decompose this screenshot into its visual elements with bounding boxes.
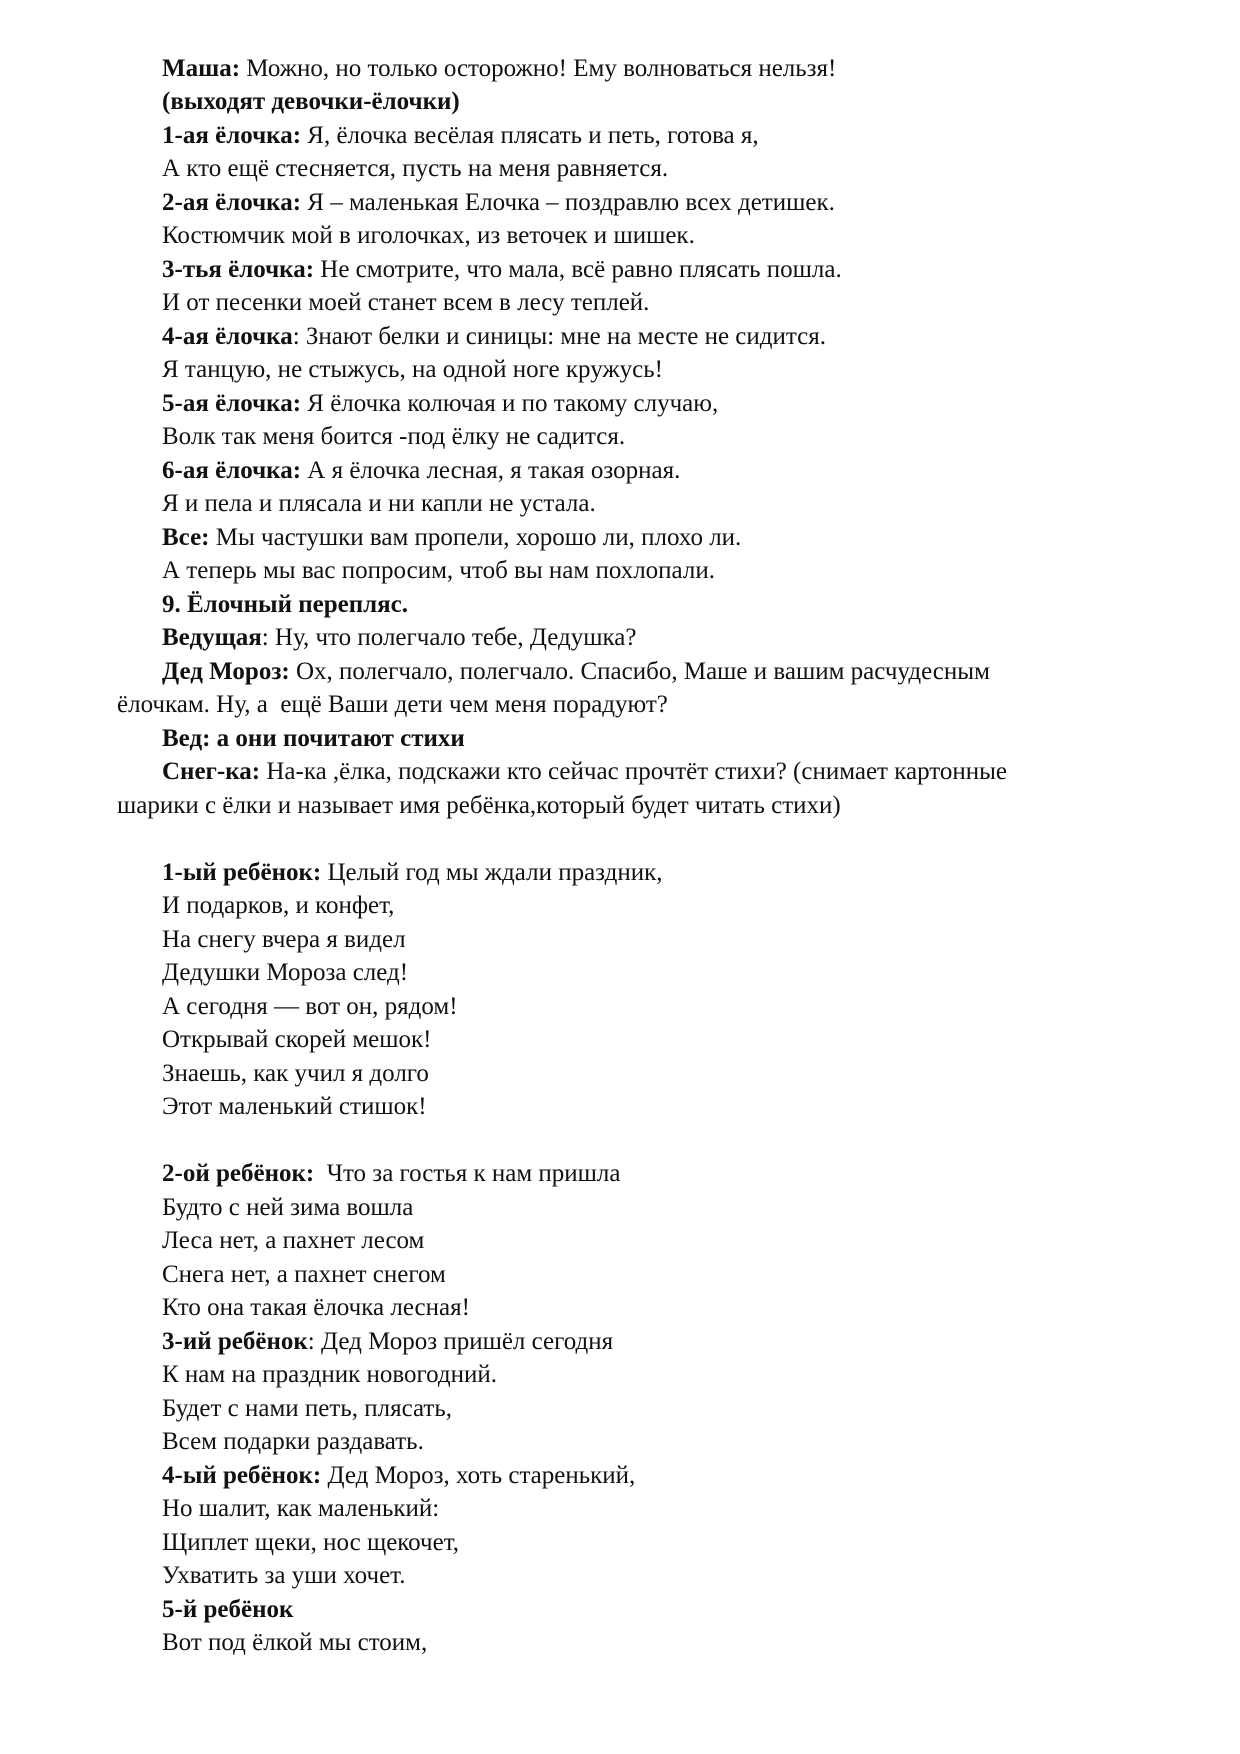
speaker-name: 2-ой ребёнок: bbox=[162, 1160, 315, 1187]
poem-line bbox=[162, 924, 406, 956]
line-text: Я ёлочка колючая и по такому случаю, bbox=[301, 390, 719, 417]
poem-line bbox=[162, 1426, 424, 1458]
line-text: Будто с ней зима вошла bbox=[162, 1194, 414, 1221]
script-line bbox=[162, 488, 596, 520]
poem-line bbox=[162, 957, 408, 989]
line-text: Волк так меня боится -под ёлку не садится. bbox=[162, 423, 626, 450]
speaker-name: 1-ая ёлочка: bbox=[162, 122, 302, 149]
speaker-name: 9. Ёлочный перепляс. bbox=[162, 591, 409, 618]
poem-line bbox=[162, 1292, 470, 1324]
script-line bbox=[162, 421, 625, 453]
script-line bbox=[162, 153, 668, 185]
line-text: Я и пела и плясала и ни капли не устала. bbox=[162, 490, 596, 517]
line-text: Можно, но только осторожно! Ему волноваться нельзя! bbox=[240, 55, 837, 82]
line-text: ёлочкам. Ну, а ещё Ваши дети чем меня порадуют? bbox=[117, 691, 668, 718]
speaker-name: 3-ий ребёнок bbox=[162, 1328, 308, 1355]
speaker-name: Снег-ка: bbox=[162, 758, 261, 785]
line-text: Я танцую, не стыжусь, на одной ноге кружусь! bbox=[162, 356, 663, 383]
line-text: А кто ещё стесняется, пусть на меня равняется. bbox=[162, 155, 669, 182]
speaker-name: 4-ая ёлочка bbox=[162, 323, 293, 350]
line-text: Всем подарки раздавать. bbox=[162, 1428, 424, 1455]
line-text: Знаешь, как учил я долго bbox=[162, 1060, 429, 1087]
line-text: К нам на праздник новогодний. bbox=[162, 1361, 497, 1388]
script-line bbox=[162, 187, 835, 219]
poem-line bbox=[162, 890, 394, 922]
script-line bbox=[162, 388, 718, 420]
poem-line bbox=[162, 1058, 429, 1090]
line-text: А сегодня — вот он, рядом! bbox=[162, 993, 458, 1020]
line-text: Но шалит, как маленький: bbox=[162, 1495, 440, 1522]
line-text: А я ёлочка лесная, я такая озорная. bbox=[301, 457, 681, 484]
line-text: Открывай скорей мешок! bbox=[162, 1026, 432, 1053]
poem-line bbox=[162, 1359, 497, 1391]
speaker-name: 6-ая ёлочка: bbox=[162, 457, 302, 484]
poem-line bbox=[162, 1326, 613, 1358]
speaker-name: Ведущая bbox=[162, 624, 262, 651]
poem-line bbox=[162, 1493, 439, 1525]
poem-line bbox=[162, 1259, 446, 1291]
line-text: : Дед Мороз пришёл сегодня bbox=[307, 1328, 614, 1355]
speaker-name: (выходят девочки-ёлочки) bbox=[162, 88, 460, 115]
poem-line bbox=[162, 1225, 424, 1257]
line-text: Целый год мы ждали праздник, bbox=[321, 859, 663, 886]
line-text: Этот маленький стишок! bbox=[162, 1093, 427, 1120]
poem-line bbox=[162, 991, 458, 1023]
script-line bbox=[162, 756, 1007, 788]
script-line bbox=[162, 723, 465, 755]
script-line bbox=[162, 522, 741, 554]
script-line bbox=[162, 220, 695, 252]
section-heading bbox=[162, 589, 408, 621]
line-text: Я, ёлочка весёлая плясать и петь, готова я, bbox=[301, 122, 759, 149]
poem-line bbox=[162, 1393, 452, 1425]
script-line bbox=[162, 321, 826, 353]
speaker-name: 4-ый ребёнок: bbox=[162, 1462, 322, 1489]
line-text: Вот под ёлкой мы стоим, bbox=[162, 1629, 428, 1656]
poem-line bbox=[162, 1091, 427, 1123]
poem-line bbox=[162, 1594, 293, 1626]
line-text: И подарков, и конфет, bbox=[162, 892, 395, 919]
line-text: шарики с ёлки и называет имя ребёнка,который будет читать стихи) bbox=[117, 792, 841, 819]
script-line-continuation bbox=[117, 689, 668, 721]
speaker-name: 3-тья ёлочка: bbox=[162, 256, 315, 283]
script-line bbox=[162, 622, 636, 654]
script-line-continuation bbox=[117, 790, 841, 822]
line-text: На-ка ,ёлка, подскажи кто сейчас прочтёт стихи? (снимает картонные bbox=[260, 758, 1008, 785]
line-text: А теперь мы вас попросим, чтоб вы нам похлопали. bbox=[162, 557, 715, 584]
poem-line bbox=[162, 1460, 635, 1492]
line-text: Дед Мороз, хоть старенький, bbox=[321, 1462, 636, 1489]
speaker-name: 2-ая ёлочка: bbox=[162, 189, 302, 216]
script-line bbox=[162, 555, 715, 587]
speaker-name: 1-ый ребёнок: bbox=[162, 859, 322, 886]
script-line bbox=[162, 354, 663, 386]
line-text: Будет с нами петь, плясать, bbox=[162, 1395, 453, 1422]
poem-line bbox=[162, 1527, 459, 1559]
script-line bbox=[162, 120, 759, 152]
poem-line bbox=[162, 857, 662, 889]
script-line bbox=[162, 254, 842, 286]
speaker-name: Все: bbox=[162, 524, 210, 551]
poem-line bbox=[162, 1192, 413, 1224]
line-text: Что за гостья к нам пришла bbox=[314, 1160, 621, 1187]
line-text: Ох, полегчало, полегчало. Спасибо, Маше и вашим расчудесным bbox=[289, 658, 990, 685]
poem-line bbox=[162, 1627, 427, 1659]
speaker-name: Дед Мороз: bbox=[162, 658, 290, 685]
script-line bbox=[162, 656, 990, 688]
line-text: Кто она такая ёлочка лесная! bbox=[162, 1294, 470, 1321]
line-text: Мы частушки вам пропели, хорошо ли, плохо ли. bbox=[209, 524, 742, 551]
script-line bbox=[162, 287, 649, 319]
line-text: Леса нет, а пахнет лесом bbox=[162, 1227, 425, 1254]
speaker-name: Вед: а они почитают стихи bbox=[162, 725, 465, 752]
speaker-name: 5-й ребёнок bbox=[162, 1596, 294, 1623]
poem-line bbox=[162, 1024, 431, 1056]
line-text: : Знают белки и синицы: мне на месте не сидится. bbox=[292, 323, 826, 350]
line-text: Не смотрите, что мала, всё равно плясать пошла. bbox=[314, 256, 842, 283]
poem-line bbox=[162, 1560, 405, 1592]
line-text: : Ну, что полегчало тебе, Дедушка? bbox=[261, 624, 637, 651]
line-text: Я – маленькая Елочка – поздравлю всех детишек. bbox=[301, 189, 835, 216]
script-line bbox=[162, 455, 680, 487]
line-text: На снегу вчера я видел bbox=[162, 926, 406, 953]
speaker-name: Маша: bbox=[162, 55, 241, 82]
line-text: Ухватить за уши хочет. bbox=[162, 1562, 406, 1589]
line-text: Щиплет щеки, нос щекочет, bbox=[162, 1529, 459, 1556]
line-text: Костюмчик мой в иголочках, из веточек и шишек. bbox=[162, 222, 695, 249]
script-line bbox=[162, 53, 836, 85]
stage-direction bbox=[162, 86, 460, 118]
poem-line bbox=[162, 1158, 620, 1190]
line-text: Снега нет, а пахнет снегом bbox=[162, 1261, 446, 1288]
line-text: Дедушки Мороза след! bbox=[162, 959, 409, 986]
speaker-name: 5-ая ёлочка: bbox=[162, 390, 302, 417]
line-text: И от песенки моей станет всем в лесу теплей. bbox=[162, 289, 650, 316]
